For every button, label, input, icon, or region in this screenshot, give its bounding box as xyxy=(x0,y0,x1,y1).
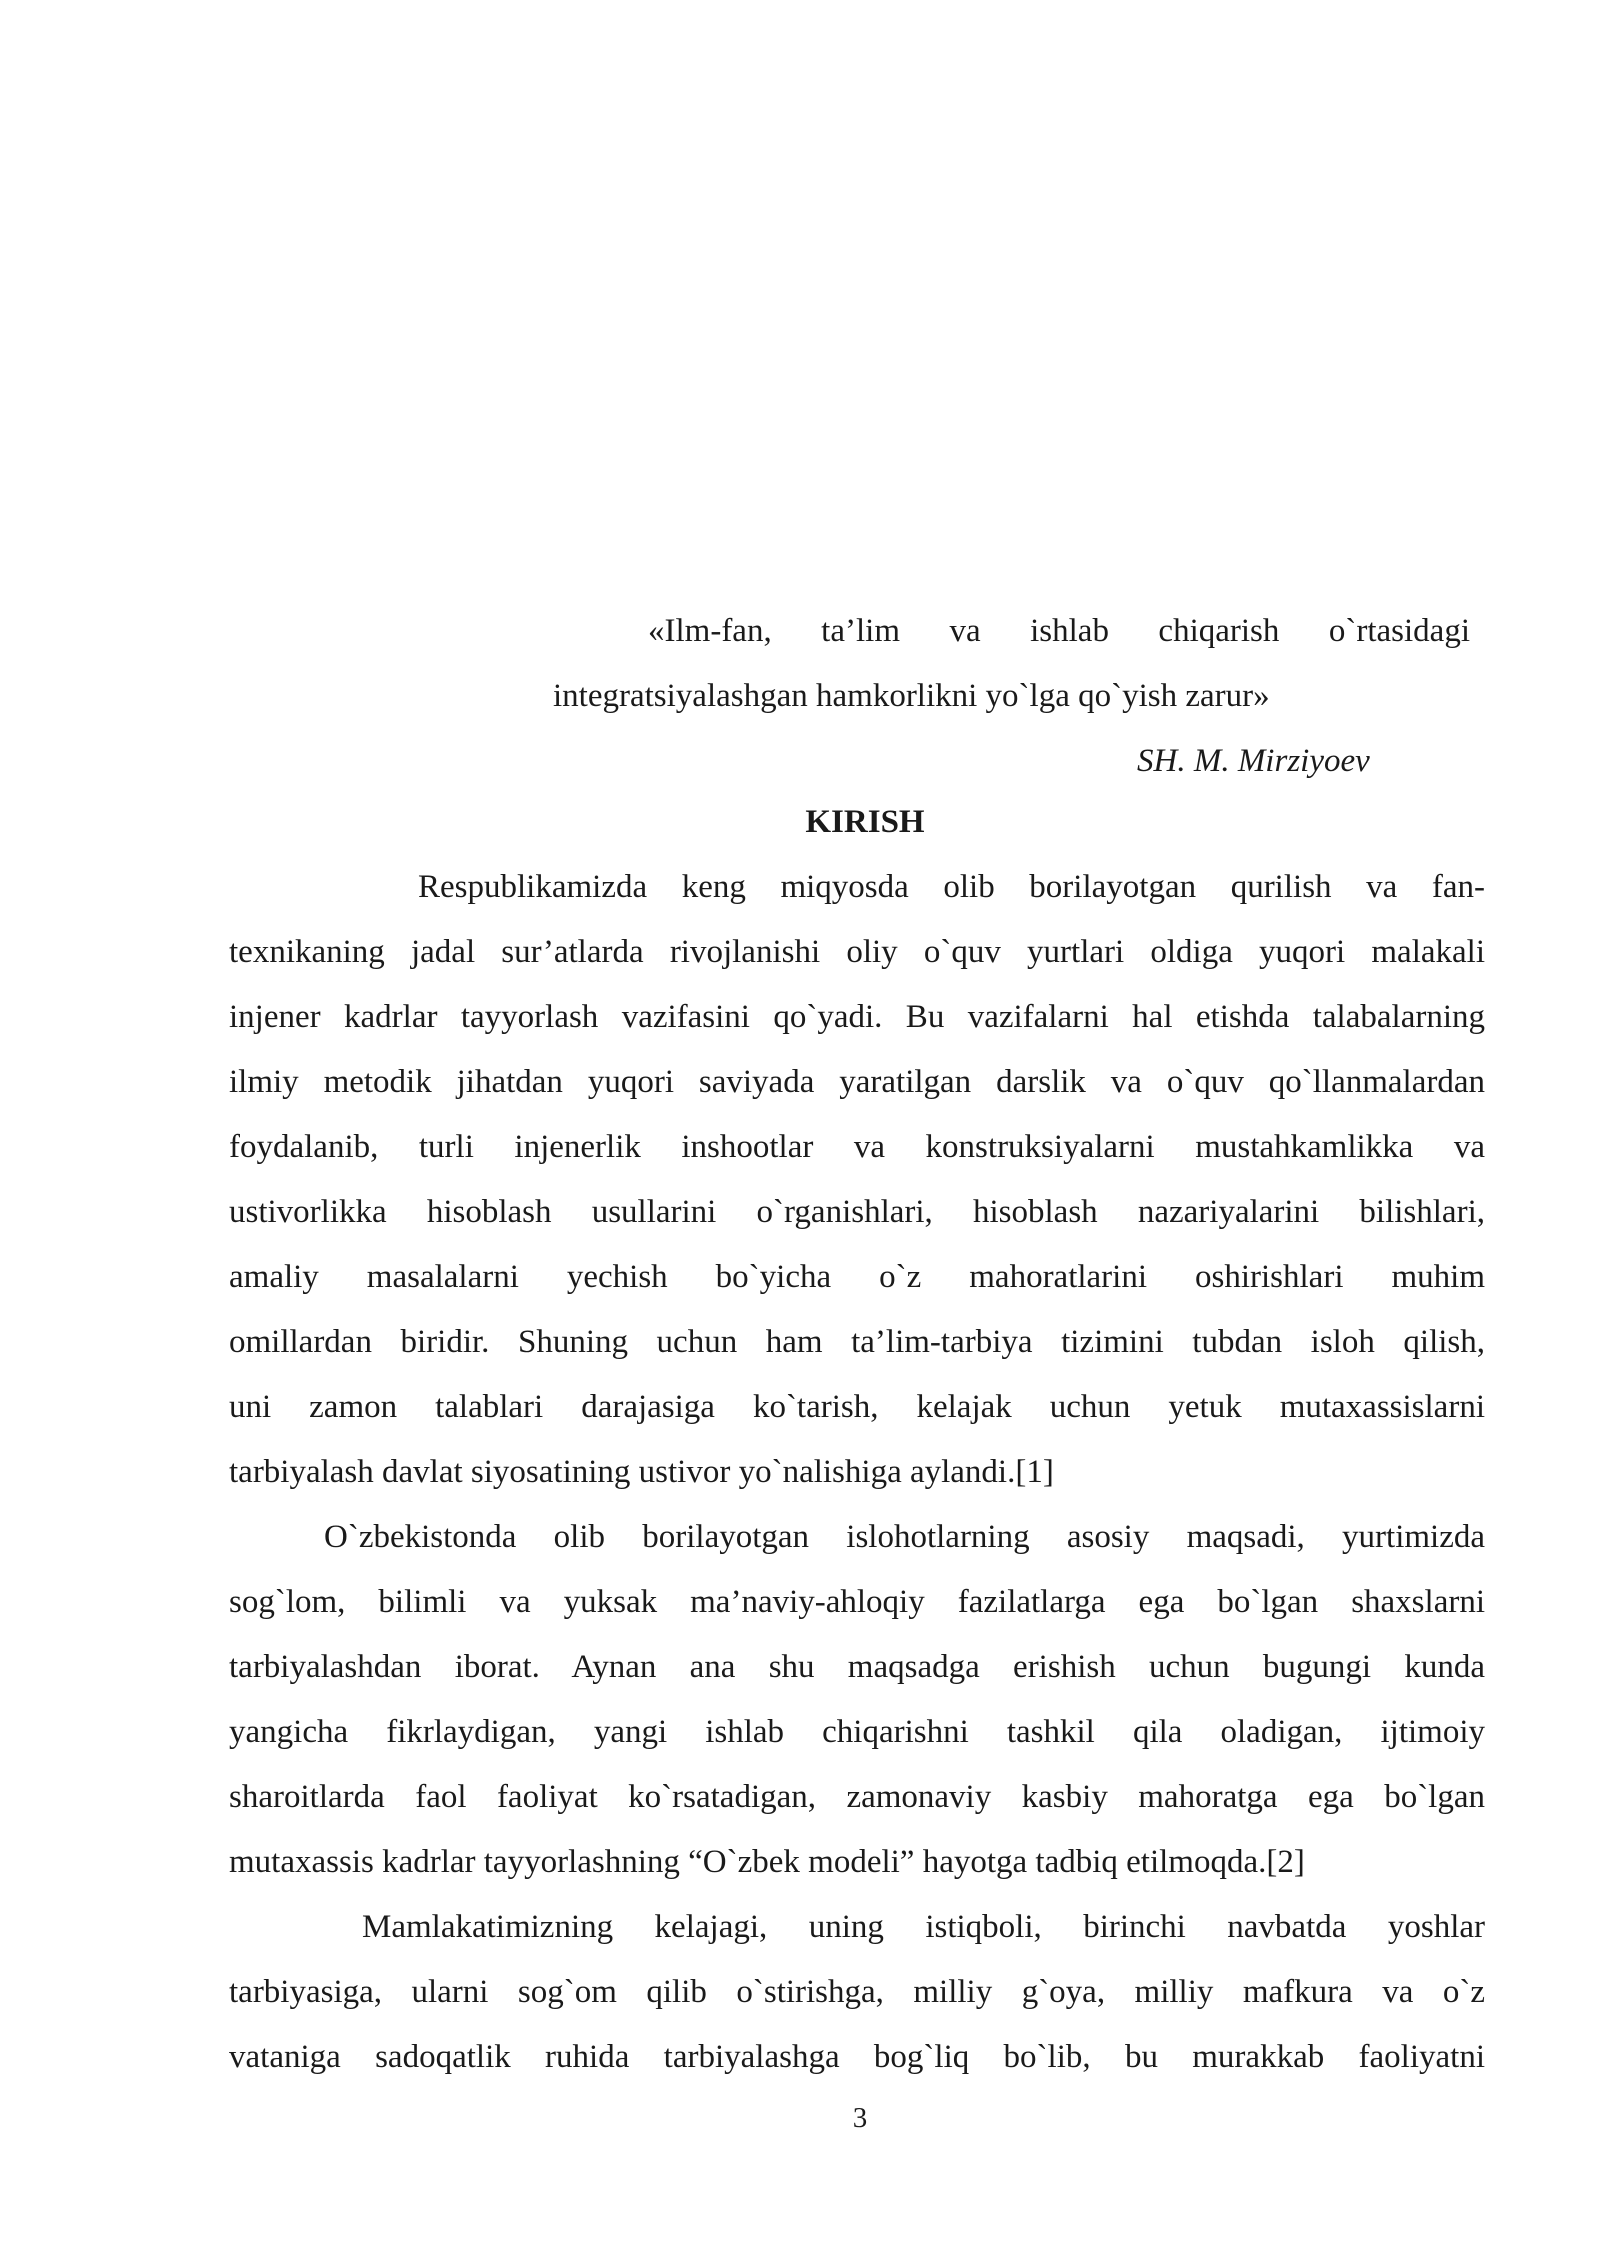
paragraph-2-line-1: O`zbekistonda olib borilayotgan islohotlarning asosiy maqsadi, yurtimizda xyxy=(324,1519,1485,1555)
paragraph-2-line-2: sog`lom, bilimli va yuksak ma’naviy-ahloqiy fazilatlarga ega bo`lgan shaxslarni xyxy=(229,1584,1485,1620)
paragraph-2-line-5: sharoitlarda faol faoliyat ko`rsatadigan, zamonaviy kasbiy mahoratga ega bo`lgan xyxy=(229,1779,1485,1815)
paragraph-3-line-2: tarbiyasiga, ularni sog`om qilib o`stirishga, milliy g`oya, milliy mafkura va o`z xyxy=(229,1974,1485,2010)
paragraph-1-line-6: ustivorlikka hisoblash usullarini o`rganishlari, hisoblash nazariyalarini bilishlari, xyxy=(229,1194,1485,1230)
paragraph-1-line-10: tarbiyalash davlat siyosatining ustivor yo`nalishiga aylandi.[1] xyxy=(229,1454,1054,1490)
epigraph-line-1: «Ilm-fan, ta’lim va ishlab chiqarish o`rtasidagi xyxy=(648,613,1470,649)
section-heading: KIRISH xyxy=(805,804,925,840)
paragraph-2-line-4: yangicha fikrlaydigan, yangi ishlab chiqarishni tashkil qila oladigan, ijtimoiy xyxy=(229,1714,1485,1750)
paragraph-2-line-3: tarbiyalashdan iborat. Aynan ana shu maqsadga erishish uchun bugungi kunda xyxy=(229,1649,1485,1685)
paragraph-3-line-3: vataniga sadoqatlik ruhida tarbiyalashga bog`liq bo`lib, bu murakkab faoliyatni xyxy=(229,2039,1485,2075)
paragraph-1-line-2: texnikaning jadal sur’atlarda rivojlanishi oliy o`quv yurtlari oldiga yuqori malakali xyxy=(229,934,1485,970)
paragraph-3-line-1: Mamlakatimizning kelajagi, uning istiqboli, birinchi navbatda yoshlar xyxy=(362,1909,1485,1945)
paragraph-1-line-1: Respublikamizda keng miqyosda olib borilayotgan qurilish va fan- xyxy=(418,869,1485,905)
epigraph-line-2: integratsiyalashgan hamkorlikni yo`lga qo`yish zarur» xyxy=(553,678,1270,714)
paragraph-2-line-6: mutaxassis kadrlar tayyorlashning “O`zbek modeli” hayotga tadbiq etilmoqda.[2] xyxy=(229,1844,1305,1880)
paragraph-1-line-5: foydalanib, turli injenerlik inshootlar va konstruksiyalarni mustahkamlikka va xyxy=(229,1129,1485,1165)
paragraph-1-line-4: ilmiy metodik jihatdan yuqori saviyada yaratilgan darslik va o`quv qo`llanmalardan xyxy=(229,1064,1485,1100)
paragraph-1-line-9: uni zamon talablari darajasiga ko`tarish, kelajak uchun yetuk mutaxassislarni xyxy=(229,1389,1485,1425)
paragraph-1-line-7: amaliy masalalarni yechish bo`yicha o`z mahoratlarini oshirishlari muhim xyxy=(229,1259,1485,1295)
paragraph-1-line-3: injener kadrlar tayyorlash vazifasini qo`yadi. Bu vazifalarni hal etishda talabalarning xyxy=(229,999,1485,1035)
paragraph-1-line-8: omillardan biridir. Shuning uchun ham ta’lim-tarbiya tizimini tubdan isloh qilish, xyxy=(229,1324,1485,1360)
page-number: 3 xyxy=(852,2102,868,2134)
epigraph-author: SH. M. Mirziyoev xyxy=(1137,743,1370,779)
